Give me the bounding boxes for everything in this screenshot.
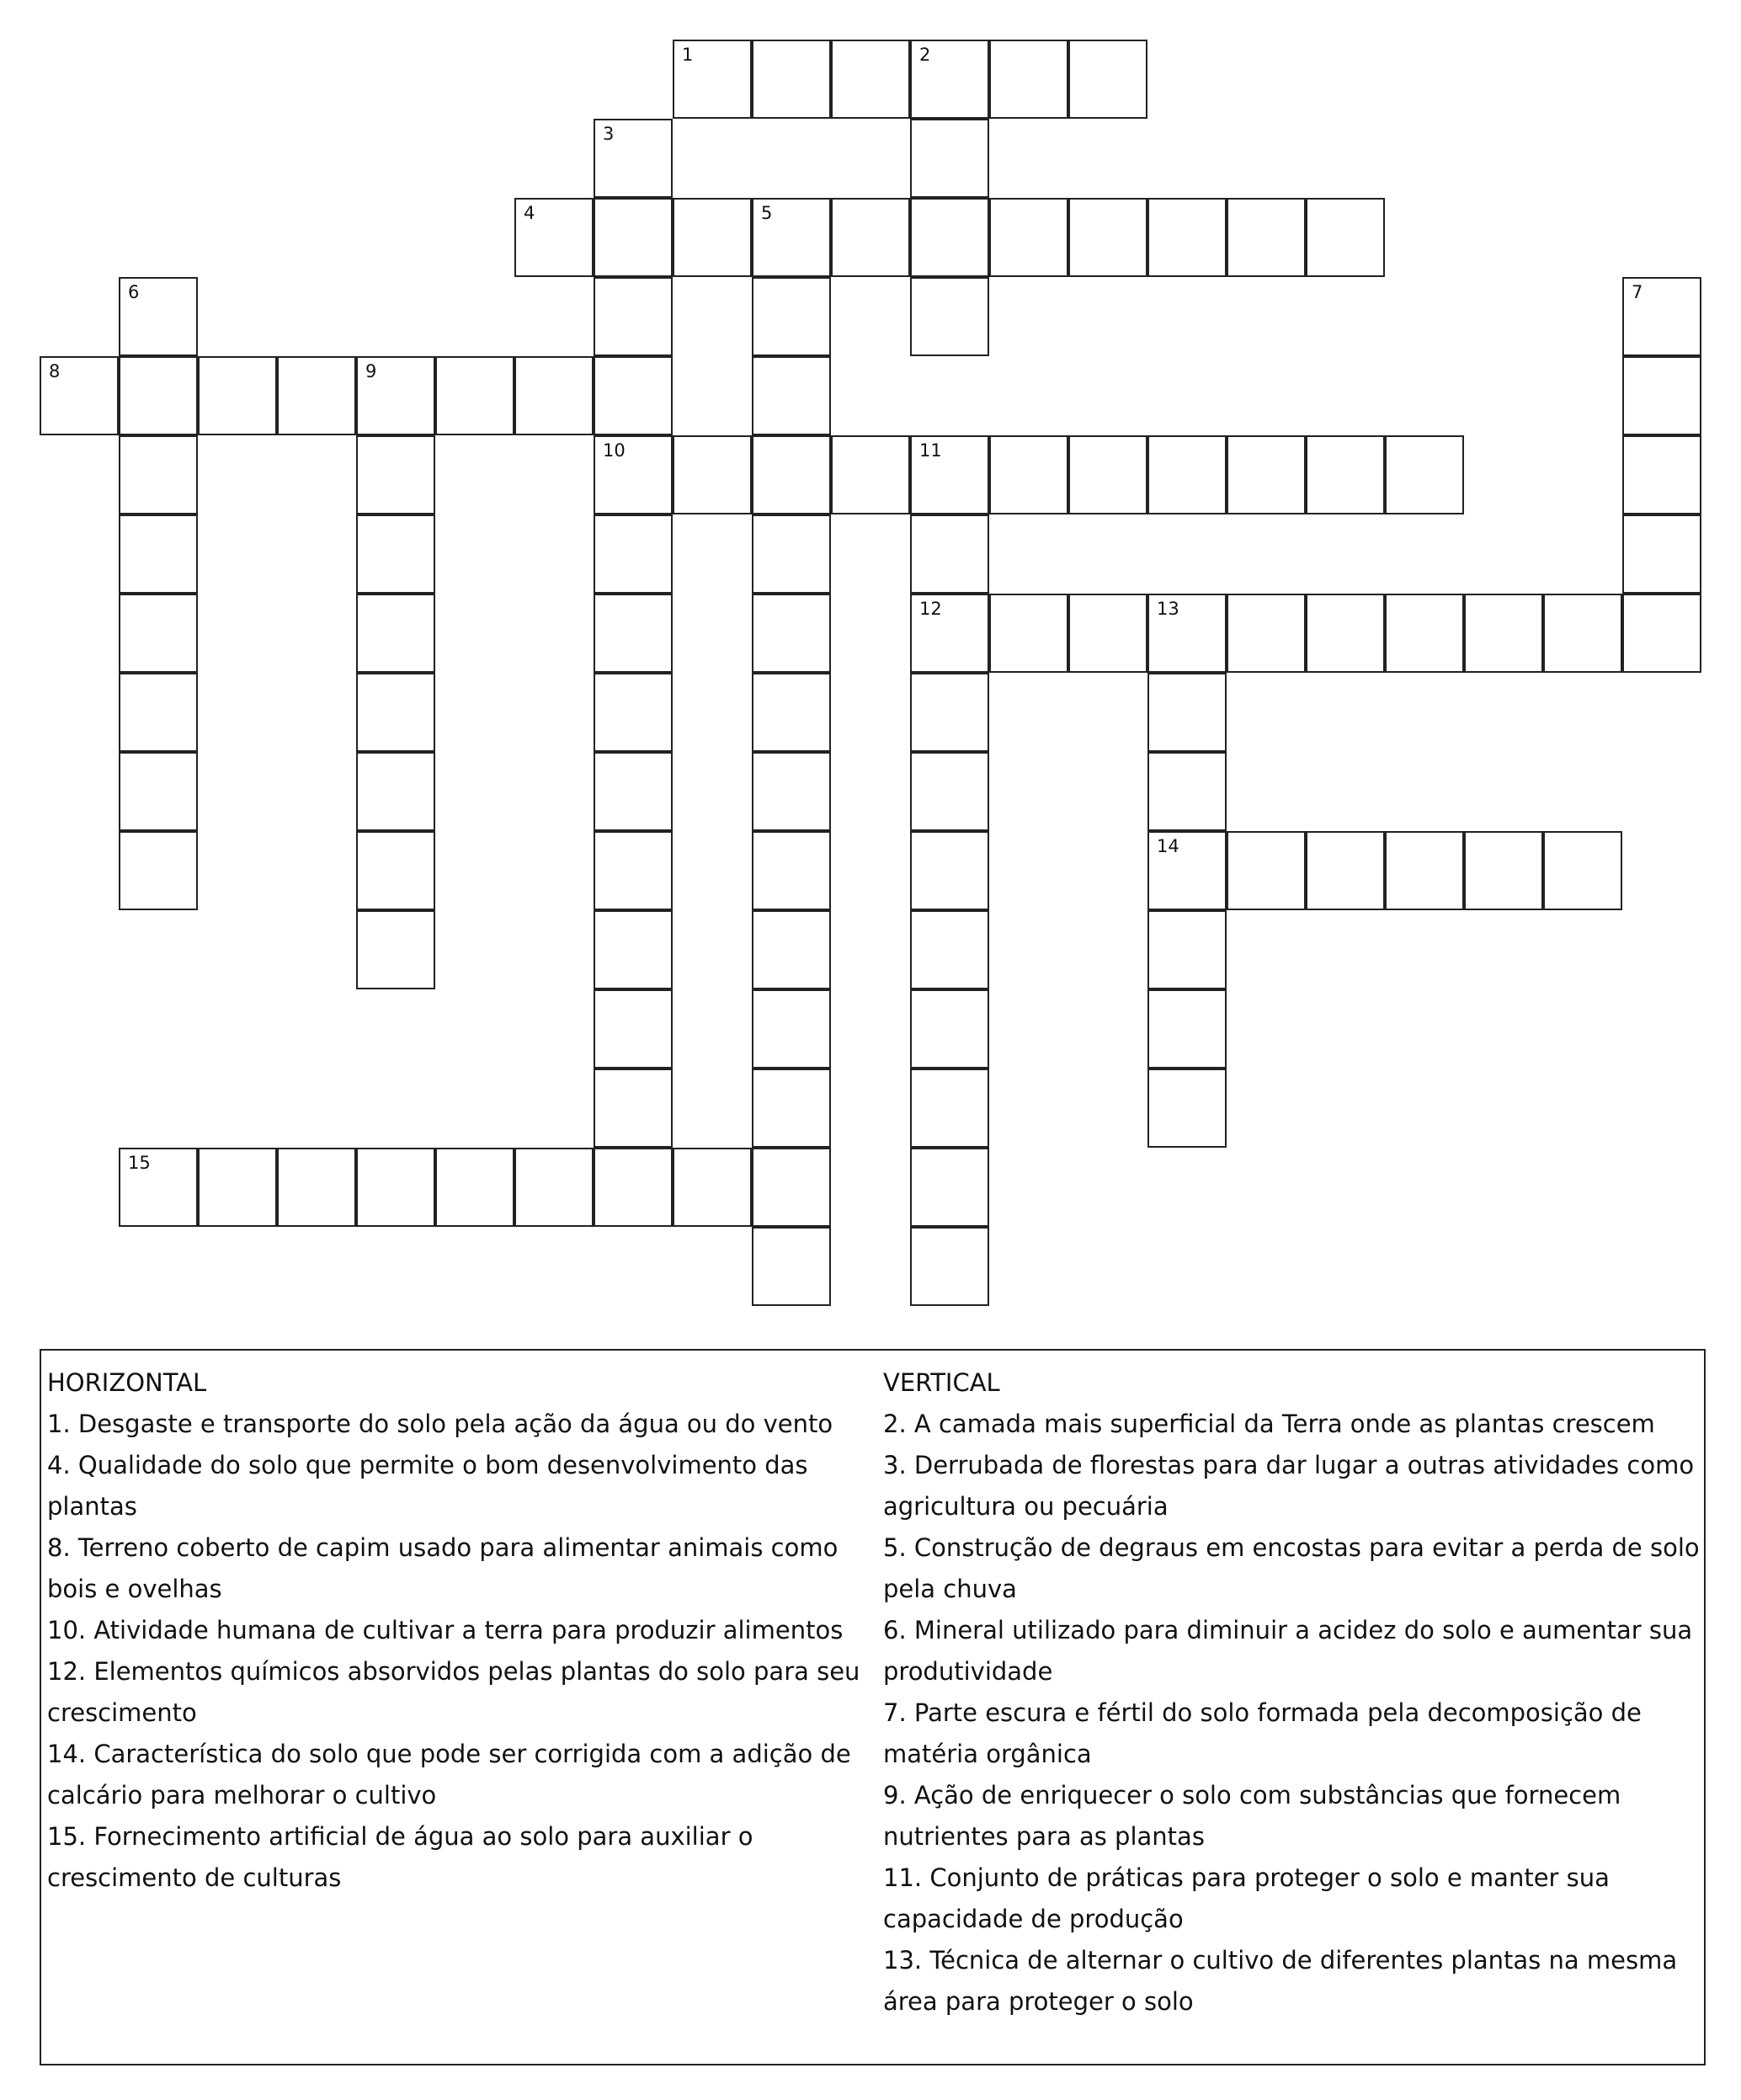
grid-cell[interactable] — [831, 198, 910, 277]
grid-cell[interactable] — [752, 673, 831, 752]
grid-cell[interactable] — [1147, 435, 1227, 514]
grid-cell[interactable] — [356, 514, 435, 594]
clue-number: 6 — [128, 282, 140, 302]
clue-number: 2 — [919, 45, 931, 65]
grid-cell[interactable] — [594, 198, 673, 277]
clue-number: 15 — [128, 1153, 151, 1173]
grid-cell[interactable] — [1068, 198, 1147, 277]
clue-across-14: 14. Característica do solo que pode ser corrigida com a adição de calcário para melhorar o cultivo — [47, 1740, 851, 1810]
grid-cell[interactable] — [910, 752, 989, 831]
grid-cell[interactable] — [1147, 1069, 1227, 1148]
clue-down-5: 5. Construção de degraus em encostas para evitar a perda de solo pela chuva — [883, 1533, 1700, 1603]
grid-cell[interactable] — [910, 831, 989, 910]
grid-cell[interactable] — [594, 1069, 673, 1148]
grid-cell[interactable] — [1227, 435, 1306, 514]
grid-cell[interactable] — [1306, 198, 1385, 277]
grid-cell[interactable] — [119, 752, 198, 831]
grid-cell[interactable] — [910, 910, 989, 989]
grid-cell[interactable] — [752, 40, 831, 119]
grid-cell[interactable] — [1543, 594, 1622, 673]
grid-cell[interactable] — [910, 277, 989, 356]
grid-cell[interactable] — [514, 356, 594, 435]
grid-cell[interactable] — [1147, 198, 1227, 277]
grid-cell[interactable] — [1622, 356, 1701, 435]
grid-cell[interactable] — [752, 1148, 831, 1227]
grid-cell[interactable] — [910, 1148, 989, 1227]
grid-cell[interactable] — [752, 435, 831, 514]
grid-cell[interactable] — [989, 40, 1068, 119]
grid-cell[interactable] — [1227, 831, 1306, 910]
grid-cell[interactable] — [1622, 594, 1701, 673]
grid-cell[interactable] — [989, 435, 1068, 514]
grid-cell[interactable] — [752, 1227, 831, 1306]
grid-cell[interactable] — [752, 989, 831, 1069]
grid-cell[interactable] — [673, 40, 752, 119]
grid-cell[interactable] — [119, 356, 198, 435]
grid-cell[interactable] — [1147, 752, 1227, 831]
grid-cell[interactable] — [1385, 831, 1464, 910]
grid-cell[interactable] — [1543, 831, 1622, 910]
grid-cell[interactable] — [594, 594, 673, 673]
grid-cell[interactable] — [594, 831, 673, 910]
grid-cell[interactable] — [831, 435, 910, 514]
horizontal-heading: HORIZONTAL — [47, 1368, 207, 1397]
clue-down-6: 6. Mineral utilizado para diminuir a acidez do solo e aumentar sua produtividade — [883, 1616, 1693, 1686]
grid-cell[interactable] — [594, 514, 673, 594]
grid-cell[interactable] — [594, 910, 673, 989]
grid-cell[interactable] — [40, 356, 119, 435]
clue-number: 13 — [1157, 599, 1179, 619]
grid-cell[interactable] — [1385, 435, 1464, 514]
clue-down-9: 9. Ação de enriquecer o solo com substâncias que fornecem nutrientes para as plantas — [883, 1781, 1621, 1851]
grid-cell[interactable] — [119, 594, 198, 673]
grid-cell[interactable] — [1306, 831, 1385, 910]
grid-cell[interactable] — [752, 514, 831, 594]
grid-cell[interactable] — [594, 435, 673, 514]
grid-cell[interactable] — [594, 989, 673, 1069]
grid-cell[interactable] — [910, 1069, 989, 1148]
grid-cell[interactable] — [1464, 831, 1543, 910]
grid-cell[interactable] — [594, 277, 673, 356]
grid-cell[interactable] — [910, 594, 989, 673]
clue-number: 12 — [919, 599, 942, 619]
grid-cell[interactable] — [594, 673, 673, 752]
clue-number: 4 — [524, 203, 535, 223]
grid-cell[interactable] — [1147, 673, 1227, 752]
grid-cell[interactable] — [752, 277, 831, 356]
grid-cell[interactable] — [1068, 594, 1147, 673]
clue-down-13: 13. Técnica de alternar o cultivo de diferentes plantas na mesma área para proteger o solo — [883, 1946, 1678, 2016]
grid-cell[interactable] — [356, 673, 435, 752]
grid-cell[interactable] — [1306, 435, 1385, 514]
clue-across-15: 15. Fornecimento artificial de água ao solo para auxiliar o crescimento de culturas — [47, 1822, 753, 1892]
grid-cell[interactable] — [831, 40, 910, 119]
grid-cell[interactable] — [356, 1148, 435, 1227]
clue-number: 14 — [1157, 836, 1179, 856]
grid-cell[interactable] — [356, 831, 435, 910]
grid-cell[interactable] — [910, 673, 989, 752]
grid-cell[interactable] — [1622, 277, 1701, 356]
clue-across-10: 10. Atividade humana de cultivar a terra para produzir alimentos — [47, 1616, 844, 1644]
grid-cell[interactable] — [356, 752, 435, 831]
clue-number: 5 — [761, 203, 773, 223]
grid-cell[interactable] — [514, 198, 594, 277]
grid-cell[interactable] — [594, 1148, 673, 1227]
grid-cell[interactable] — [198, 356, 277, 435]
grid-cell[interactable] — [277, 356, 356, 435]
grid-cell[interactable] — [673, 198, 752, 277]
grid-cell[interactable] — [1147, 831, 1227, 910]
grid-cell[interactable] — [119, 831, 198, 910]
grid-cell[interactable] — [1227, 594, 1306, 673]
grid-cell[interactable] — [752, 831, 831, 910]
clue-across-1: 1. Desgaste e transporte do solo pela ação da água ou do vento — [47, 1410, 833, 1438]
grid-cell[interactable] — [1147, 910, 1227, 989]
grid-cell[interactable] — [594, 119, 673, 198]
clue-number: 8 — [49, 361, 61, 381]
grid-cell[interactable] — [277, 1148, 356, 1227]
grid-cell[interactable] — [752, 198, 831, 277]
clue-down-2: 2. A camada mais superficial da Terra onde as plantas crescem — [883, 1410, 1655, 1438]
grid-cell[interactable] — [910, 989, 989, 1069]
grid-cell[interactable] — [119, 514, 198, 594]
grid-cell[interactable] — [1622, 435, 1701, 514]
grid-cell[interactable] — [594, 356, 673, 435]
grid-cell[interactable] — [752, 1069, 831, 1148]
grid-cell[interactable] — [910, 198, 989, 277]
clue-across-4: 4. Qualidade do solo que permite o bom desenvolvimento das plantas — [47, 1451, 808, 1521]
grid-cell[interactable] — [356, 356, 435, 435]
clue-number: 1 — [682, 45, 694, 65]
grid-cell[interactable] — [119, 435, 198, 514]
grid-cell[interactable] — [1068, 40, 1147, 119]
grid-cell[interactable] — [752, 910, 831, 989]
grid-cell[interactable] — [673, 1148, 752, 1227]
clue-number: 10 — [603, 440, 626, 461]
grid-cell[interactable] — [119, 1148, 198, 1227]
grid-cell[interactable] — [989, 594, 1068, 673]
grid-cell[interactable] — [435, 1148, 514, 1227]
grid-cell[interactable] — [673, 435, 752, 514]
grid-cell[interactable] — [910, 1227, 989, 1306]
grid-cell[interactable] — [1147, 594, 1227, 673]
horizontal-clues — [47, 1362, 868, 1899]
grid-cell[interactable] — [356, 910, 435, 989]
clue-down-7: 7. Parte escura e fértil do solo formada pela decomposição de matéria orgânica — [883, 1698, 1642, 1768]
clue-number: 11 — [919, 440, 942, 461]
grid-cell[interactable] — [1068, 435, 1147, 514]
grid-cell[interactable] — [910, 514, 989, 594]
grid-cell[interactable] — [910, 40, 989, 119]
clue-across-8: 8. Terreno coberto de capim usado para alimentar animais como bois e ovelhas — [47, 1533, 839, 1603]
clues-box — [40, 1349, 1706, 2065]
clue-down-11: 11. Conjunto de práticas para proteger o solo e manter sua capacidade de produção — [883, 1863, 1610, 1933]
grid-cell[interactable] — [119, 673, 198, 752]
grid-cell[interactable] — [356, 435, 435, 514]
vertical-clues — [883, 1362, 1700, 2023]
clue-number: 9 — [365, 361, 377, 381]
grid-cell[interactable] — [989, 198, 1068, 277]
grid-cell[interactable] — [1227, 198, 1306, 277]
grid-cell[interactable] — [910, 119, 989, 198]
clue-number: 7 — [1632, 282, 1643, 302]
grid-cell[interactable] — [119, 277, 198, 356]
vertical-heading: VERTICAL — [883, 1368, 1000, 1397]
grid-cell[interactable] — [752, 752, 831, 831]
grid-cell[interactable] — [198, 1148, 277, 1227]
clue-across-12: 12. Elementos químicos absorvidos pelas plantas do solo para seu crescimento — [47, 1657, 860, 1727]
grid-cell[interactable] — [514, 1148, 594, 1227]
grid-cell[interactable] — [1464, 594, 1543, 673]
grid-cell[interactable] — [752, 356, 831, 435]
grid-cell[interactable] — [1622, 514, 1701, 594]
clue-down-3: 3. Derrubada de florestas para dar lugar a outras atividades como agricultura ou pecuária — [883, 1451, 1695, 1521]
grid-cell[interactable] — [1306, 594, 1385, 673]
grid-cell[interactable] — [1147, 989, 1227, 1069]
grid-cell[interactable] — [752, 594, 831, 673]
grid-cell[interactable] — [594, 752, 673, 831]
grid-cell[interactable] — [435, 356, 514, 435]
grid-cell[interactable] — [1385, 594, 1464, 673]
clue-number: 3 — [603, 124, 615, 144]
grid-cell[interactable] — [910, 435, 989, 514]
grid-cell[interactable] — [356, 594, 435, 673]
